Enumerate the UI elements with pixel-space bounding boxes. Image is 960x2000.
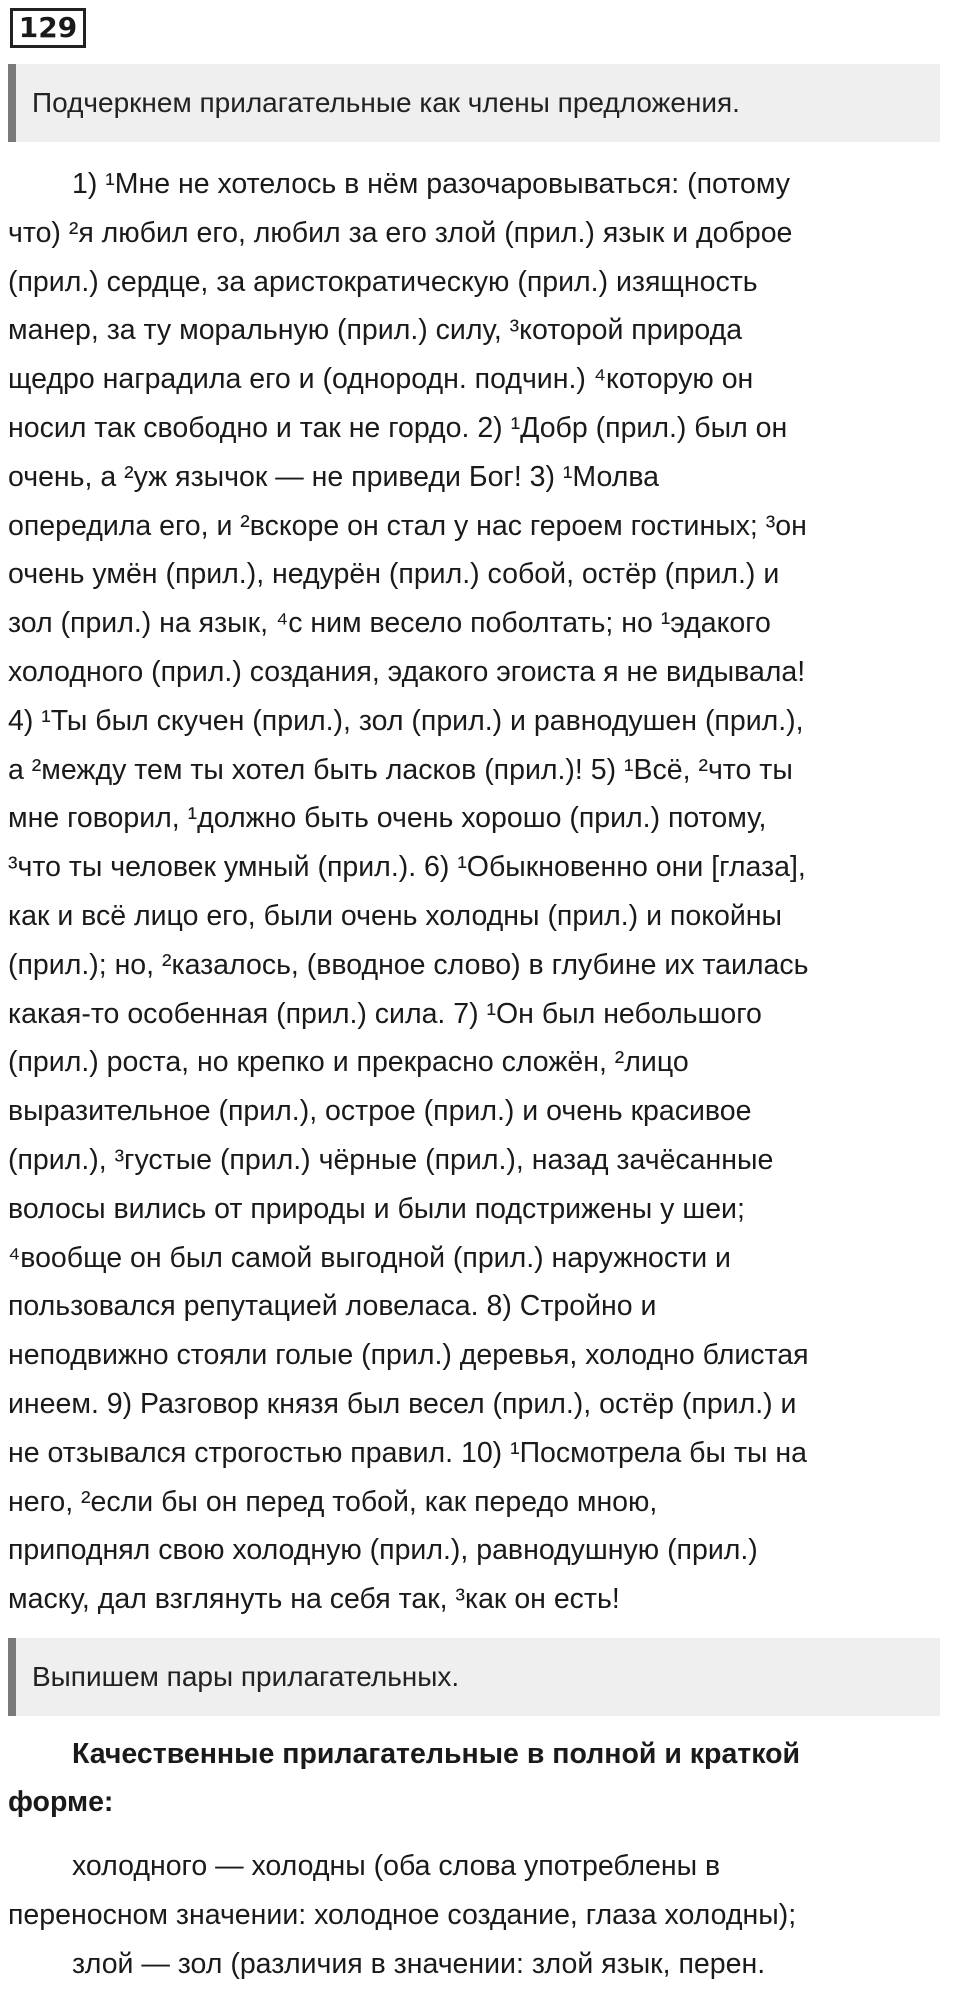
text-line: мне говорил, ¹должно быть очень хорошо (прил.) потому, <box>8 802 767 835</box>
text-line: какая-то особенная (прил.) сила. 7) ¹Он был небольшого <box>8 997 762 1030</box>
text-line: зол (прил.) на язык, ⁴с ним весело поболтать; но ¹эдакого <box>8 607 771 640</box>
text-line: 1) ¹Мне не хотелось в нём разочаровываться: (потому <box>72 168 791 200</box>
exercise-text <box>8 160 948 1624</box>
text-line: щедро наградила его и (однородн. подчин.) ⁴которую он <box>8 363 754 396</box>
text-line: него, ²если бы он перед тобой, как передо мною, <box>8 1485 658 1518</box>
text-line: пользовался репутацией ловеласа. 8) Стройно и <box>8 1290 657 1323</box>
text-line: холодного (прил.) создания, эдакого эгоиста я не видывала! <box>8 655 806 688</box>
instruction-callout-underline: Подчеркнем прилагательные как члены предложения. <box>8 64 940 142</box>
text-line: инеем. 9) Разговор князя был весел (прил.), остёр (прил.) и <box>8 1387 797 1420</box>
text-line: (прил.), ³густые (прил.) чёрные (прил.), назад зачёсанные <box>8 1143 774 1176</box>
pair-line: злой — зол (различия в значении: злой язык, перен. <box>72 1947 766 1980</box>
text-line: ³что ты человек умный (прил.). 6) ¹Обыкновенно они [глаза], <box>8 851 806 884</box>
text-line: что) ²я любил его, любил за его злой (прил.) язык и доброе <box>8 216 793 249</box>
text-line: манер, за ту моральную (прил.) силу, ³которой природа <box>8 314 743 347</box>
text-line: опередила его, и ²вскоре он стал у нас героем гостиных; ³он <box>8 509 807 542</box>
text-line: а ²между тем ты хотел быть ласков (прил.)! 5) ¹Всё, ²что ты <box>8 753 793 786</box>
adjective-pairs <box>8 1842 948 1988</box>
text-line: (прил.); но, ²казалось, (вводное слово) в глубине их таилась <box>8 948 809 981</box>
text-line: не отзывался строгостью правил. 10) ¹Посмотрела бы ты на <box>8 1436 807 1469</box>
text-line: (прил.) сердце, за аристократическую (прил.) изящность <box>8 265 758 298</box>
text-line: приподнял свою холодную (прил.), равнодушную (прил.) <box>8 1534 758 1567</box>
text-line: очень, а ²уж язычок — не приведи Бог! 3) ¹Молва <box>8 460 659 493</box>
subheading <box>8 1730 940 1826</box>
instruction-callout-pairs: Выпишем пары прилагательных. <box>8 1638 940 1716</box>
pair-line: холодного — холодны (оба слова употреблены в <box>72 1850 721 1882</box>
exercise-number: 129 <box>10 8 86 48</box>
text-line: как и всё лицо его, были очень холодны (прил.) и покойны <box>8 899 782 932</box>
text-line: 4) ¹Ты был скучен (прил.), зол (прил.) и равнодушен (прил.), <box>8 704 804 737</box>
pair-line: переносном значении: холодное создание, глаза холодны); <box>8 1898 797 1931</box>
text-line: выразительное (прил.), острое (прил.) и очень красивое <box>8 1095 752 1128</box>
subheading-line: Качественные прилагательные в полной и краткой <box>72 1738 801 1770</box>
text-line: очень умён (прил.), недурён (прил.) собой, остёр (прил.) и <box>8 558 780 591</box>
text-line: маску, дал взглянуть на себя так, ³как он есть! <box>8 1583 620 1616</box>
text-line: (прил.) роста, но крепко и прекрасно сложён, ²лицо <box>8 1046 689 1079</box>
text-line: носил так свободно и так не гордо. 2) ¹Добр (прил.) был он <box>8 411 788 444</box>
text-line: ⁴вообще он был самой выгодной (прил.) наружности и <box>8 1241 731 1274</box>
text-line: волосы вились от природы и были подстрижены у шеи; <box>8 1192 745 1225</box>
text-line: неподвижно стояли голые (прил.) деревья, холодно блистая <box>8 1339 809 1372</box>
subheading-line: форме: <box>8 1786 114 1818</box>
